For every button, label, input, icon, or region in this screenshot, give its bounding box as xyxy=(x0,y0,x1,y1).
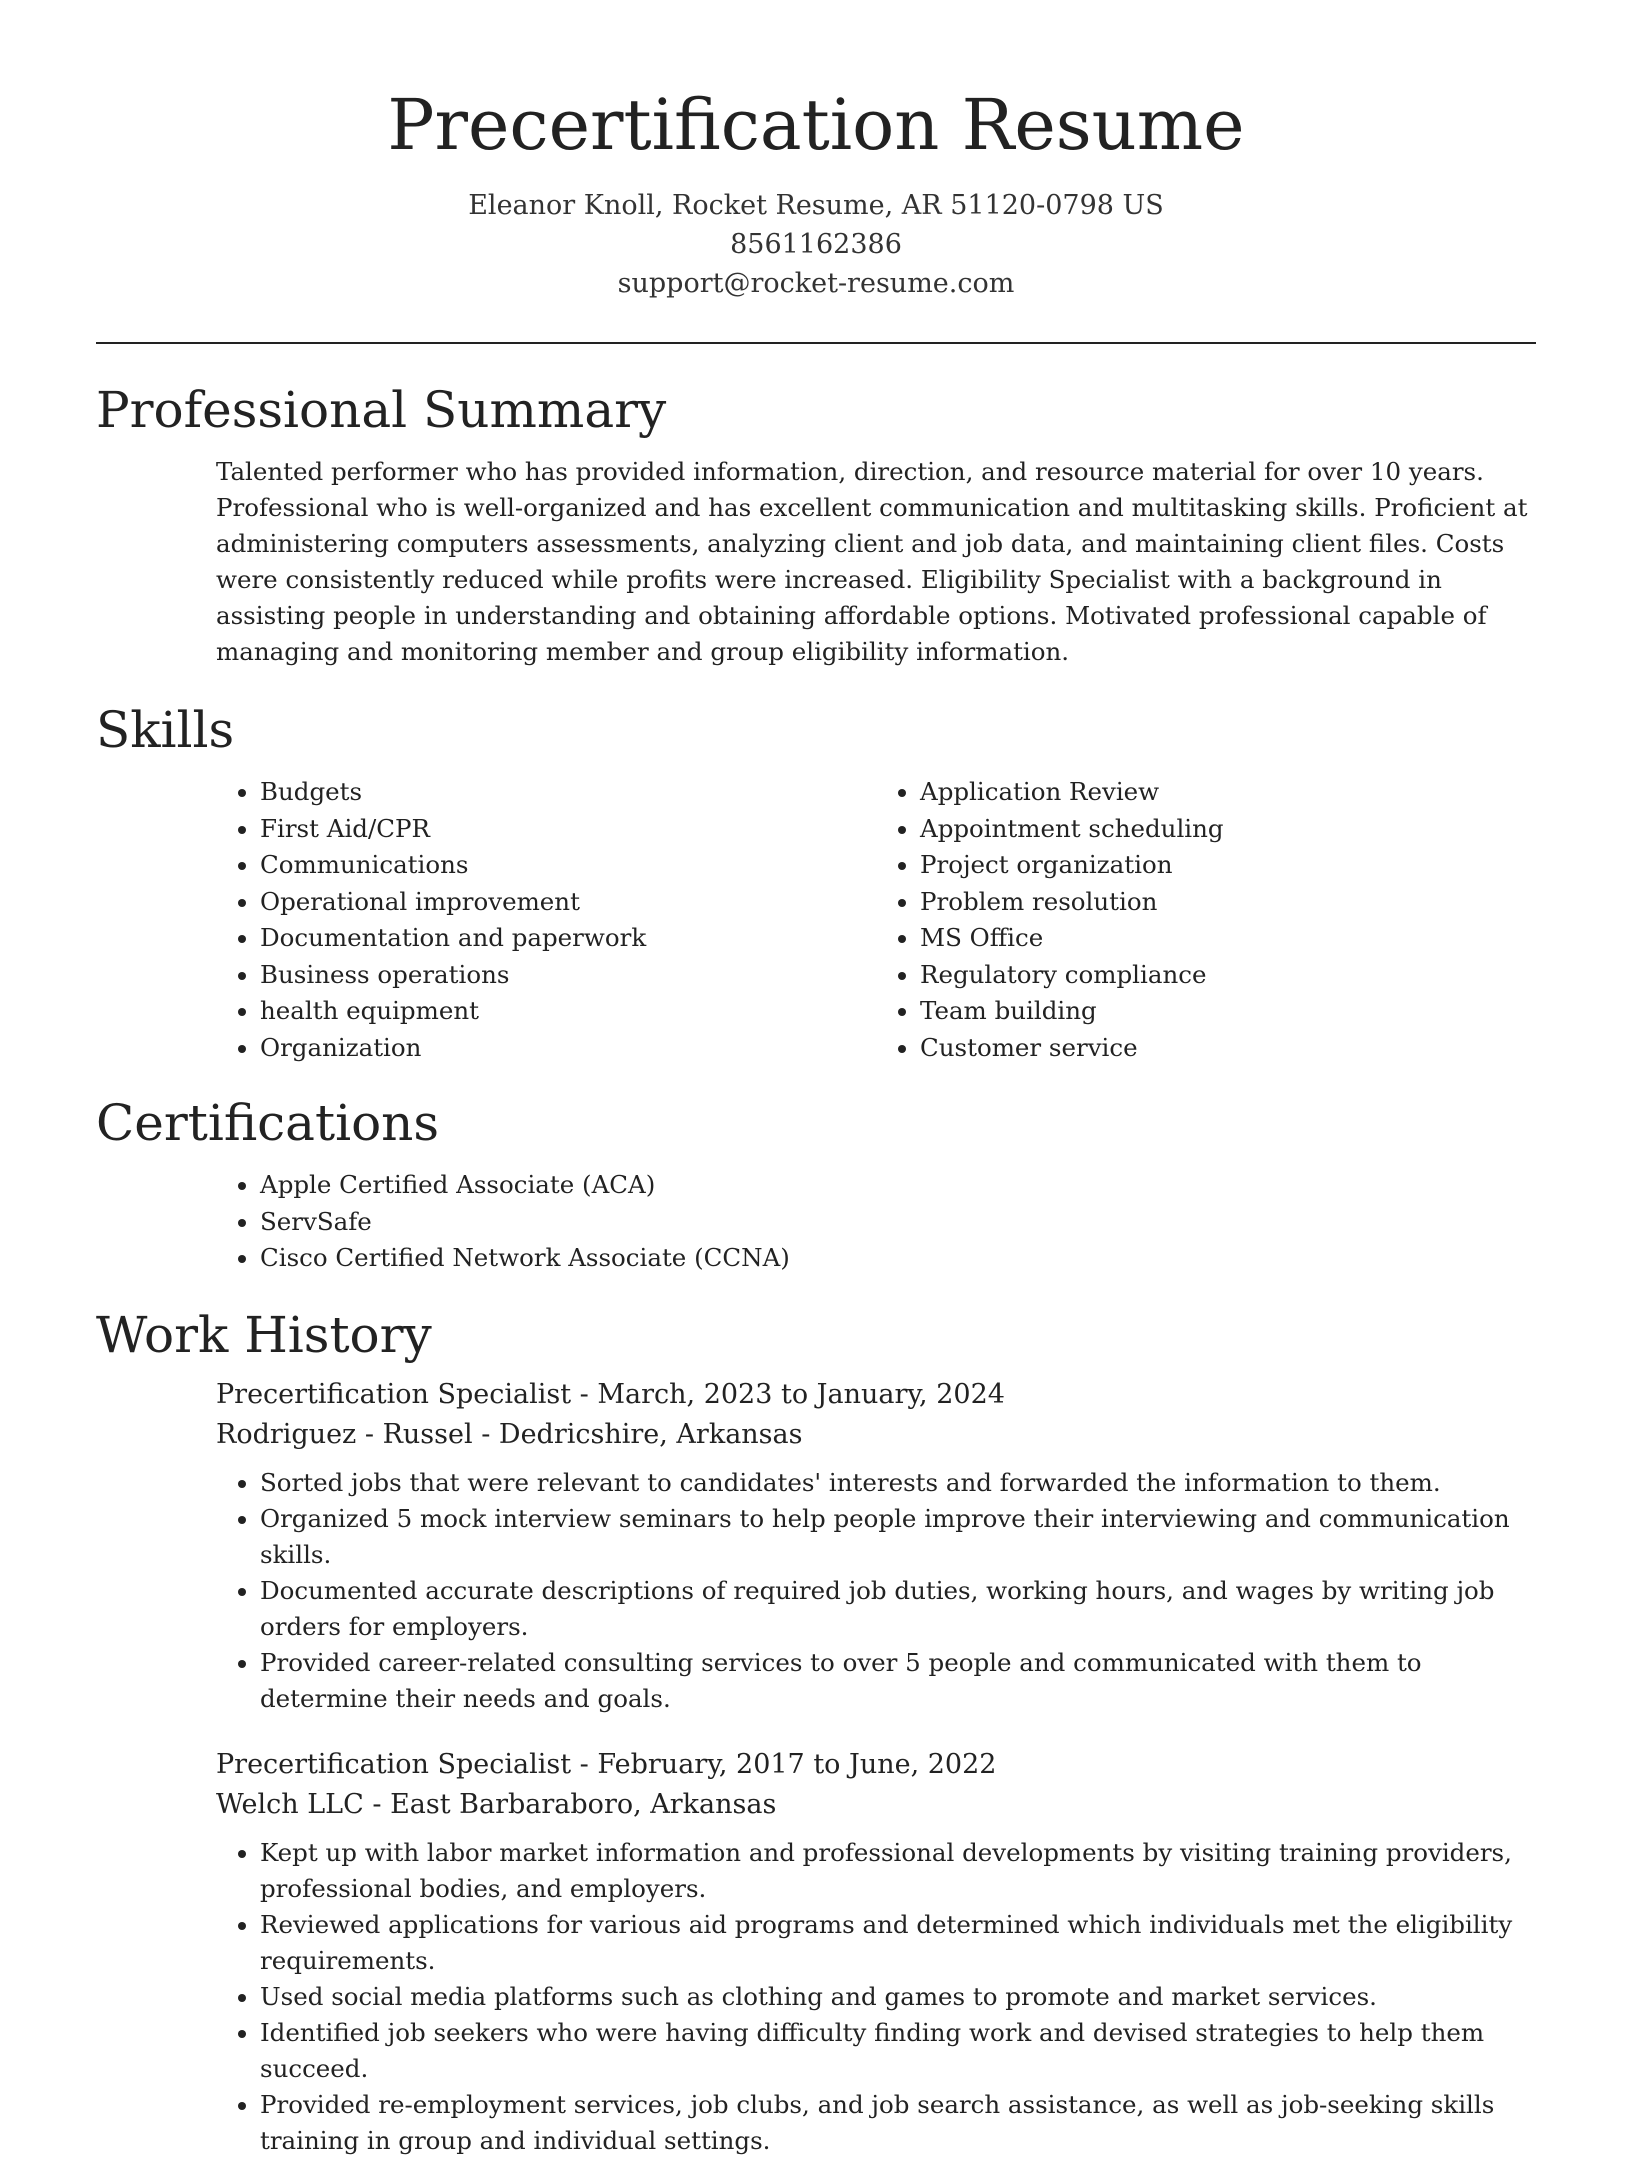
skill-item: • Regulatory compliance xyxy=(920,957,1536,994)
job-bullets xyxy=(216,1465,1536,1717)
certifications-list xyxy=(216,1167,1536,1277)
job-location: East Barbaraboro, Arkansas xyxy=(390,1789,777,1820)
skill-item: • Operational improvement xyxy=(260,884,876,921)
contact-block xyxy=(96,186,1536,303)
summary-section xyxy=(96,380,1536,670)
job-bullet: • Used social media platforms such as clothing and games to promote and market services. xyxy=(260,1979,1536,2015)
contact-address: Eleanor Knoll, Rocket Resume, AR 51120-0798 US xyxy=(468,190,1164,221)
job-bullet: • Sorted jobs that were relevant to candidates' interests and forwarded the information to them. xyxy=(260,1465,1536,1501)
certifications-wrap xyxy=(216,1167,1536,1277)
skill-item: • Team building xyxy=(920,993,1536,1030)
skill-item: • Business operations xyxy=(260,957,876,994)
skills-list-left xyxy=(216,774,876,1066)
skill-item: • health equipment xyxy=(260,993,876,1030)
skills-columns xyxy=(216,774,1536,1066)
job-company: Welch LLC xyxy=(216,1789,364,1820)
job-title-line: Precertification Specialist - February, 2017 to June, 2022 xyxy=(216,1749,997,1780)
job-location: Dedricshire, Arkansas xyxy=(498,1419,803,1450)
skill-item: • Documentation and paperwork xyxy=(260,920,876,957)
skill-item: • Problem resolution xyxy=(920,884,1536,921)
skills-list-right xyxy=(876,774,1536,1066)
resume-title: Precertification Resume xyxy=(387,84,1245,166)
certification-item: • Apple Certified Associate (ACA) xyxy=(260,1167,1536,1204)
job-bullet: • Documented accurate descriptions of required job duties, working hours, and wages by writing job orders for employers. xyxy=(260,1573,1536,1645)
job-bullet: • Organized 5 mock interview seminars to help people improve their interviewing and communication skills. xyxy=(260,1501,1536,1573)
skills-heading: Skills xyxy=(96,701,235,759)
skill-item: • Communications xyxy=(260,847,876,884)
job-bullet: • Reviewed applications for various aid programs and determined which individuals met the eligibility requirements. xyxy=(260,1907,1536,1979)
job-title: Precertification Specialist xyxy=(216,1379,572,1410)
job-dates: March, 2023 to January, 2024 xyxy=(597,1379,1005,1410)
certification-item: • Cisco Certified Network Associate (CCNA) xyxy=(260,1240,1536,1277)
skill-item: • Customer service xyxy=(920,1030,1536,1067)
resume-header xyxy=(96,80,1536,303)
skill-item: • Application Review xyxy=(920,774,1536,811)
contact-phone: 8561162386 xyxy=(730,229,902,260)
skill-item: • First Aid/CPR xyxy=(260,811,876,848)
skill-item: • MS Office xyxy=(920,920,1536,957)
job-company-line: Rodriguez - Russel - Dedricshire, Arkansas xyxy=(216,1419,803,1450)
certifications-section xyxy=(96,1093,1536,1277)
skill-item: • Project organization xyxy=(920,847,1536,884)
header-divider xyxy=(96,342,1536,344)
skills-section xyxy=(96,700,1536,1066)
skill-item: • Organization xyxy=(260,1030,876,1067)
certification-item: • ServSafe xyxy=(260,1204,1536,1241)
skill-item: • Appointment scheduling xyxy=(920,811,1536,848)
job-company: Rodriguez - Russel xyxy=(216,1419,473,1450)
job-entry xyxy=(216,1745,1536,2159)
job-bullet: • Kept up with labor market information and professional developments by visiting training providers, professional bodies, and employers. xyxy=(260,1835,1536,1907)
job-bullets xyxy=(216,1835,1536,2159)
job-title: Precertification Specialist xyxy=(216,1749,572,1780)
summary-heading: Professional Summary xyxy=(96,381,667,439)
job-dates: February, 2017 to June, 2022 xyxy=(597,1749,997,1780)
job-company-line: Welch LLC - East Barbaraboro, Arkansas xyxy=(216,1789,777,1820)
work-history-section xyxy=(96,1305,1536,2159)
job-title-line: Precertification Specialist - March, 2023 to January, 2024 xyxy=(216,1379,1005,1410)
summary-text: Talented performer who has provided information, direction, and resource material for over 10 years. Professional who is well-organized and has excellent communication and multitasking skills. Proficient at administering computers assessments, analyzing client and job data, and maintaining client files. Costs were consistently reduced while profits were increased. Eligibility Specialist with a background in assisting people in understanding and obtaining affordable options. Motivated professional capable of managing and monitoring member and group eligibility information. xyxy=(216,457,1528,666)
job-bullet: • Provided career-related consulting services to over 5 people and communicated with them to determine their needs and goals. xyxy=(260,1645,1536,1717)
skill-item: • Budgets xyxy=(260,774,876,811)
certifications-heading: Certifications xyxy=(96,1094,440,1152)
job-entry xyxy=(216,1375,1536,1717)
contact-email: support@rocket-resume.com xyxy=(617,268,1015,299)
work-history-heading: Work History xyxy=(96,1306,432,1364)
job-bullet: • Identified job seekers who were having difficulty finding work and devised strategies to help them succeed. xyxy=(260,2015,1536,2087)
job-bullet: • Provided re-employment services, job clubs, and job search assistance, as well as job-seeking skills training in group and individual settings. xyxy=(260,2087,1536,2159)
